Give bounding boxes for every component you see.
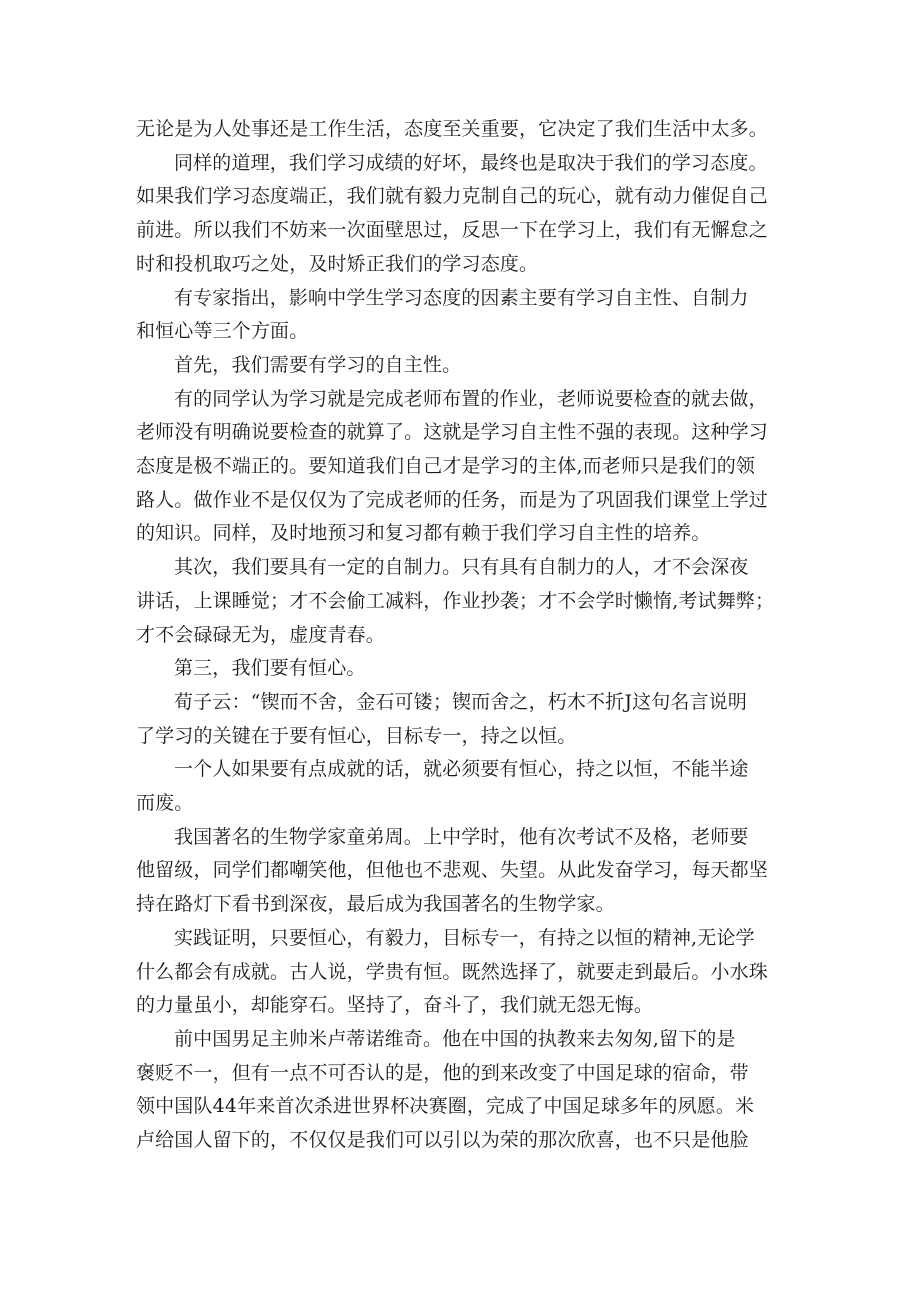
- paragraph-10: 我国著名的生物学家童弟周。上中学时，他有次考试不及格，老师要 他留级，同学们都嘲笑他，但他也不悲观、失望。从此发奋学习，每天都坚 持在路灯下看书到深夜，最后成为我国著名的生物学家。: [136, 825, 768, 916]
- paragraph-2: 同样的道理，我们学习成绩的好坏，最终也是取决于我们的学习态度。 如果我们学习态度端正，我们就有毅力克制自己的玩心，就有动力催促自己 前进。所以我们不妨来一次面壁思过，反思一下在学习上，我们有无懈怠之 时和投机取巧之处，及时矫正我们的学习态度。: [136, 151, 768, 275]
- paragraph-3: 有专家指出，影响中学生学习态度的因素主要有学习自主性、自制力 和恒心等三个方面。: [136, 286, 749, 343]
- paragraph-6: 其次，我们要具有一定的自制力。只有具有自制力的人，才不会深夜 讲话，上课睡觉；才不会偷工减料，作业抄袭；才不会学时懒惰,考试舞弊； 才不会碌碌无为，虚度青春。: [136, 556, 775, 646]
- paragraph-1: 无论是为人处事还是工作生活，态度至关重要，它决定了我们生活中太多。: [136, 118, 768, 140]
- document-body: [136, 113, 792, 1158]
- paragraph-7: 第三，我们要有恒心。: [174, 657, 366, 680]
- paragraph-12: 前中国男足主帅米卢蒂诺维奇。他在中国的执教来去匆匆,留下的是 褒贬不一，但有一点不可否认的是，他的到来改变了中国足球的宿命，带 领中国队44年来首次杀进世界杯决赛圈，完成了中国足球多年的夙愿。米 卢给国人留下的，不仅仅是我们可以引以为荣的那次欣喜，也不只是他脸: [136, 1027, 755, 1152]
- paragraph-5: 有的同学认为学习就是完成老师布置的作业，老师说要检查的就去做， 老师没有明确说要检查的就算了。这就是学习自主性不强的表现。这种学习 态度是极不端正的。要知道我们自己才是学习的主体,而老师只是我们的领 路人。做作业不是仅仅为了完成老师的任务，而是为了巩固我们课堂上学过 的知识。同样，及时地预习和复习都有赖于我们学习自主性的培养。: [136, 387, 768, 545]
- paragraph-11: 实践证明，只要恒心，有毅力，目标专一，有持之以恒的精神,无论学 什么都会有成就。古人说，学贵有恒。既然选择了，就要走到最后。小水珠 的力量虽小，却能穿石。坚持了，奋斗了，我们就无怨无悔。: [136, 926, 768, 1017]
- paragraph-8: 荀子云：“锲而不舍，金石可镂；锲而舍之，朽木不折J这句名言说明 了学习的关键在于要有恒心，目标专一，持之以恒。: [136, 690, 747, 747]
- paragraph-9: 一个人如果要有点成就的话，就必须要有恒心，持之以恒，不能半途 而废。: [136, 758, 749, 815]
- paragraph-4: 首先，我们需要有学习的自主性。: [174, 353, 462, 376]
